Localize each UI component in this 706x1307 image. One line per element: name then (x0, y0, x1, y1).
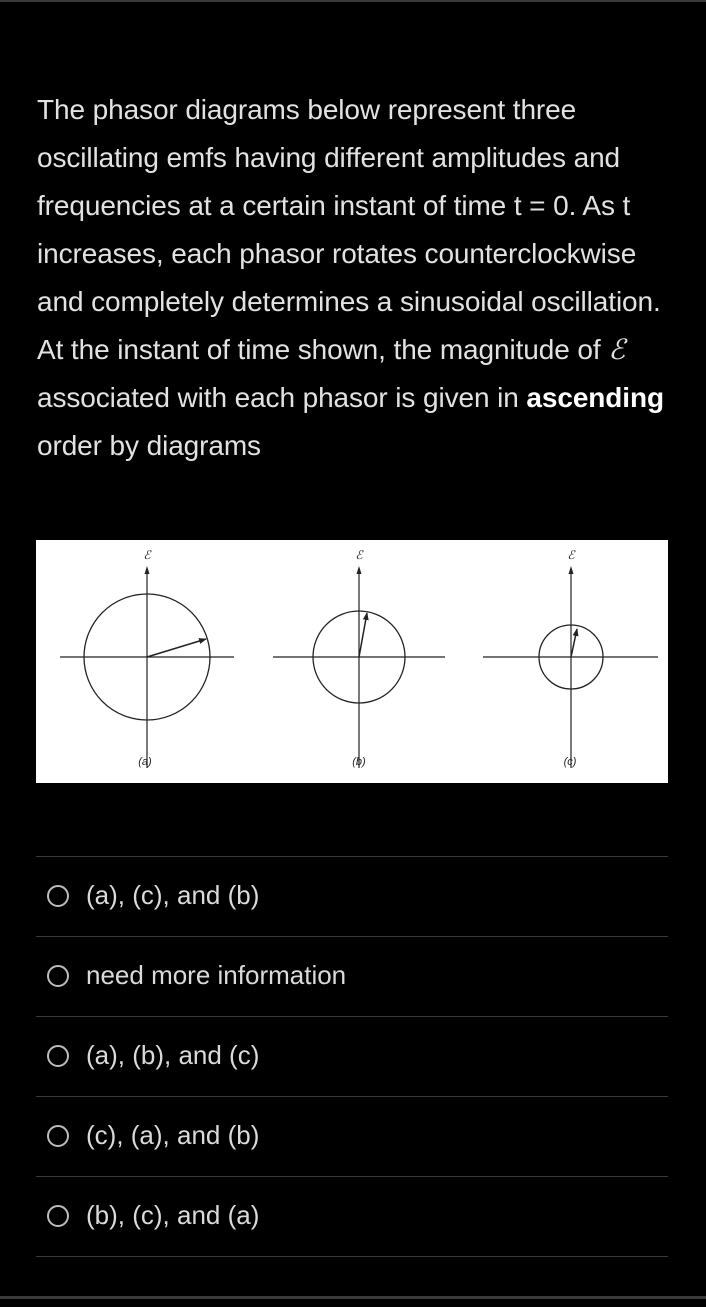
phasor-diagrams-svg (36, 540, 668, 783)
phasor-arrow-a (147, 639, 206, 657)
radio-button[interactable] (47, 1205, 69, 1227)
phasor-panel-c (483, 548, 658, 768)
phasor-arrow-b (359, 613, 367, 657)
axis-label-b: ℰ (355, 548, 363, 562)
phasor-diagrams-figure (36, 540, 668, 783)
question-text-part-3: order by diagrams (37, 430, 261, 461)
answer-option-5[interactable] (36, 1176, 668, 1257)
answer-option-2[interactable] (36, 936, 668, 1016)
answer-option-label: (a), (b), and (c) (86, 1040, 260, 1070)
radio-button[interactable] (47, 965, 69, 987)
top-divider (0, 0, 706, 2)
axis-arrow-c (569, 566, 574, 574)
axis-arrow-a (145, 566, 150, 574)
question-text-part-2: associated with each phasor is given in (37, 382, 527, 413)
phasor-panel-a (60, 548, 234, 768)
emf-symbol: ℰ (608, 333, 626, 366)
answer-option-label: need more information (86, 960, 347, 990)
answer-option-label: (c), (a), and (b) (86, 1120, 260, 1150)
question-text-part-1: The phasor diagrams below represent three oscillating emfs having different amplitudes and frequencies at a certain instant of time t = 0. As t increases, each phasor rotates counterclockwise and completely determines a sinusoidal oscillation. At the instant of time shown, the magnitude of (37, 94, 661, 365)
answer-option-label: (a), (c), and (b) (86, 880, 260, 910)
answer-options (36, 856, 668, 1257)
bottom-divider (0, 1296, 706, 1299)
panel-label-b: (b) (352, 756, 366, 768)
answer-option-3[interactable] (36, 1016, 668, 1096)
answer-option-label: (b), (c), and (a) (86, 1200, 260, 1230)
axis-label-c: ℰ (567, 548, 575, 562)
axis-arrow-b (357, 566, 362, 574)
radio-button[interactable] (47, 885, 69, 907)
axis-label-a: ℰ (143, 548, 151, 562)
phasor-panel-b (273, 548, 445, 768)
panel-label-a: (a) (138, 756, 152, 768)
panel-label-c: (c) (563, 756, 577, 768)
answer-option-1[interactable] (36, 856, 668, 936)
question-text (37, 86, 667, 470)
radio-button[interactable] (47, 1045, 69, 1067)
answer-option-4[interactable] (36, 1096, 668, 1176)
phasor-arrow-c (571, 629, 577, 657)
radio-button[interactable] (47, 1125, 69, 1147)
question-emphasis: ascending (526, 382, 664, 413)
